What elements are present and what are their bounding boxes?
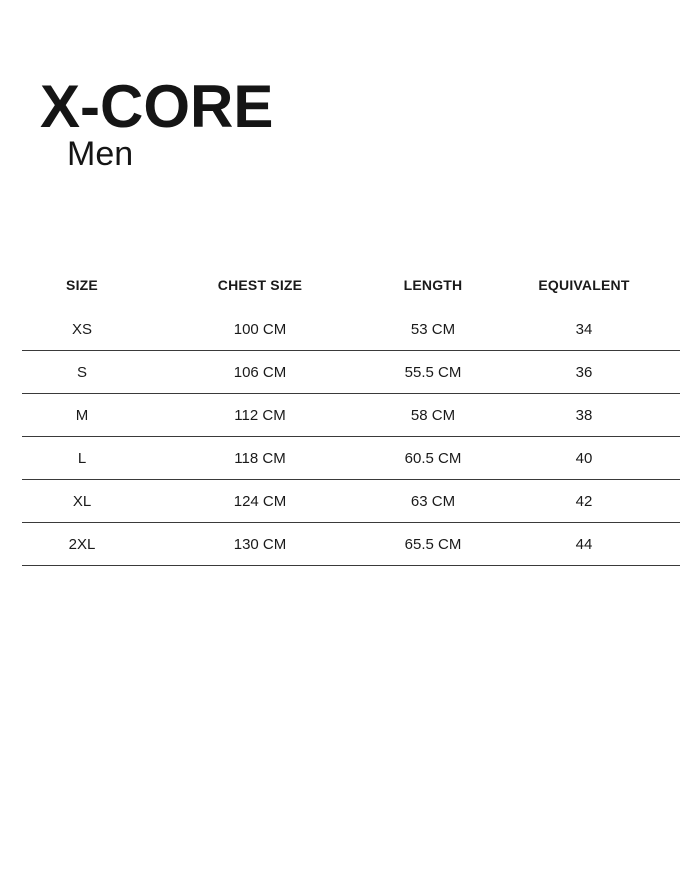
cell-length: 60.5 CM <box>404 449 462 467</box>
cell-equivalent: 36 <box>575 363 593 381</box>
cell-length: 63 CM <box>410 492 456 510</box>
header-equivalent: EQUIVALENT <box>538 277 630 293</box>
header-length: LENGTH <box>403 277 463 293</box>
cell-chest-size: 118 CM <box>234 449 286 467</box>
cell-size: S <box>76 363 87 381</box>
cell-equivalent: 44 <box>575 535 593 553</box>
table-row <box>22 351 680 394</box>
cell-length: 53 CM <box>410 320 456 338</box>
cell-chest-size: 106 CM <box>233 363 287 381</box>
cell-size: XS <box>71 320 92 338</box>
cell-equivalent: 40 <box>575 449 593 467</box>
size-chart-table <box>22 270 680 566</box>
table-row <box>22 437 680 480</box>
cell-size: L <box>77 449 87 467</box>
table-row <box>22 394 680 437</box>
brand-title: X-CORE <box>40 73 274 140</box>
header-size: SIZE <box>66 277 98 293</box>
page-subtitle: Men <box>67 135 134 173</box>
header-chest-size: CHEST SIZE <box>217 277 303 293</box>
cell-chest-size: 130 CM <box>233 535 287 553</box>
cell-chest-size: 124 CM <box>233 492 287 510</box>
cell-equivalent: 34 <box>575 320 593 338</box>
table-row <box>22 480 680 523</box>
cell-size: 2XL <box>68 535 96 553</box>
table-row <box>22 308 680 351</box>
cell-size: M <box>75 406 89 424</box>
cell-equivalent: 38 <box>575 406 593 424</box>
cell-length: 65.5 CM <box>404 535 462 553</box>
cell-chest-size: 100 CM <box>233 320 287 338</box>
cell-equivalent: 42 <box>575 492 593 510</box>
table-header-row <box>22 270 680 300</box>
table-row <box>22 523 680 566</box>
cell-size: XL <box>72 492 92 510</box>
cell-length: 58 CM <box>410 406 456 424</box>
cell-chest-size: 112 CM <box>234 406 286 424</box>
cell-length: 55.5 CM <box>404 363 462 381</box>
